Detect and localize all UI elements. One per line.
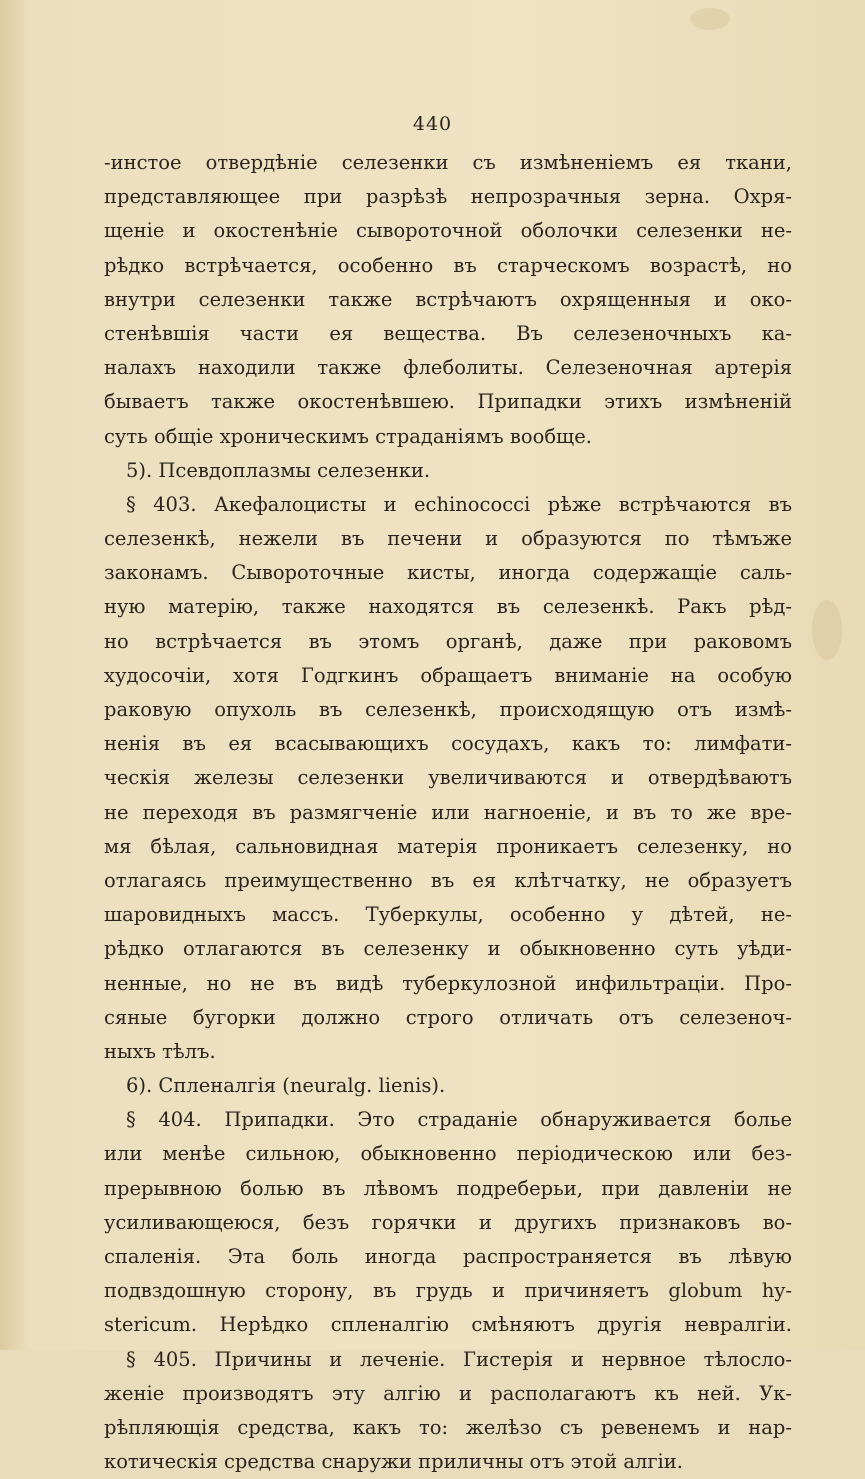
text-line: представляющее при разрѣзѣ непрозрачныя зерна. Охря- bbox=[104, 185, 792, 209]
text-line: внутри селезенки также встрѣчаютъ охрященныя и око- bbox=[104, 287, 792, 311]
text-line: налахъ находили также флеболиты. Селезеночная артерія bbox=[104, 356, 792, 380]
text-line: суть общіе хроническимъ страданіямъ вообще. bbox=[104, 424, 592, 448]
text-line: § 403. Акефалоцисты и echinococci рѣже встрѣчаются въ bbox=[126, 492, 792, 516]
text-line: § 404. Припадки. Это страданіе обнаруживается болье bbox=[126, 1108, 792, 1132]
text-line: усиливающеюся, безъ горячки и другихъ признаковъ во- bbox=[104, 1210, 792, 1234]
page-text bbox=[104, 146, 792, 1479]
text-line: -инстое отвердѣніе селезенки съ измѣненіемъ ея ткани, bbox=[104, 151, 792, 174]
text-line: котическія средства снаружи приличны отъ этой алгіи. bbox=[104, 1450, 683, 1474]
text-line: ную матерію, также находятся въ селезенкѣ. Ракъ рѣд- bbox=[104, 595, 792, 619]
text-line: не переходя въ размягченіе или нагноеніе, и въ то же вре- bbox=[104, 800, 792, 824]
text-line: подвздошную сторону, въ грудь и причиняетъ globum hy- bbox=[104, 1279, 792, 1303]
text-line: селезенкѣ, нежели въ печени и образуются по тѣмъже bbox=[104, 527, 792, 551]
text-line: ненія въ ея всасывающихъ сосудахъ, какъ то: лимфати- bbox=[104, 732, 792, 756]
text-line: 6). Спленалгія (neuralg. lienis). bbox=[126, 1074, 446, 1098]
text-line: мя бѣлая, сальновидная матерія проникаетъ селезенку, но bbox=[104, 834, 792, 858]
text-line: отлагаясь преимущественно въ ея клѣтчатку, не образуетъ bbox=[104, 868, 792, 892]
text-line: 5). Псевдоплазмы селезенки. bbox=[126, 458, 431, 482]
text-line: прерывною болью въ лѣвомъ подреберьи, при давленіи не bbox=[104, 1176, 792, 1200]
text-line: раковую опухоль въ селезенкѣ, происходящую отъ измѣ- bbox=[104, 698, 792, 721]
text-line: женіе производятъ эту алгію и располагаютъ къ ней. Ук- bbox=[104, 1381, 792, 1405]
text-line: бываетъ также окостенѣвшею. Припадки этихъ измѣненій bbox=[104, 390, 792, 414]
text-line: законамъ. Сывороточные кисты, иногда содержащіе саль- bbox=[104, 561, 792, 585]
text-line: спаленія. Эта боль иногда распространяется въ лѣвую bbox=[104, 1245, 792, 1268]
text-line: сяные бугорки должно строго отличать отъ селезеноч- bbox=[104, 1005, 792, 1029]
text-line: ныхъ тѣлъ. bbox=[104, 1039, 216, 1063]
page-number: 440 bbox=[412, 113, 453, 135]
text-line: рѣдко встрѣчается, особенно въ старческомъ возрастѣ, но bbox=[104, 253, 792, 277]
text-line: § 405. Причины и леченіе. Гистерія и нервное тѣлосло- bbox=[126, 1347, 792, 1371]
text-line: рѣдко отлагаются въ селезенку и обыкновенно суть уѣди- bbox=[104, 937, 792, 961]
text-line: ненные, но не въ видѣ туберкулозной инфильтраціи. Про- bbox=[104, 971, 792, 995]
text-line: шаровидныхъ массъ. Туберкулы, особенно у дѣтей, не- bbox=[104, 903, 792, 927]
text-line: или менѣе сильною, обыкновенно періодическою или без- bbox=[104, 1142, 792, 1166]
text-line: худосочіи, хотя Годгкинъ обращаетъ вниманіе на особую bbox=[104, 663, 792, 687]
text-line: но встрѣчается въ этомъ органѣ, даже при раковомъ bbox=[104, 629, 792, 653]
text-line: щеніе и окостенѣніе сывороточной оболочки селезенки не- bbox=[104, 219, 792, 243]
paper-stain bbox=[812, 600, 842, 660]
text-line: стенѣвшія части ея вещества. Въ селезеночныхъ ка- bbox=[104, 321, 792, 345]
text-line: stericum. Нерѣдко спленалгію смѣняютъ другія невралгіи. bbox=[104, 1313, 792, 1337]
text-line: рѣпляющія средства, какъ то: желѣзо съ ревенемъ и нар- bbox=[104, 1415, 792, 1439]
paper-stain bbox=[690, 8, 730, 30]
text-line: ческія железы селезенки увеличиваются и отвердѣваютъ bbox=[104, 766, 792, 790]
